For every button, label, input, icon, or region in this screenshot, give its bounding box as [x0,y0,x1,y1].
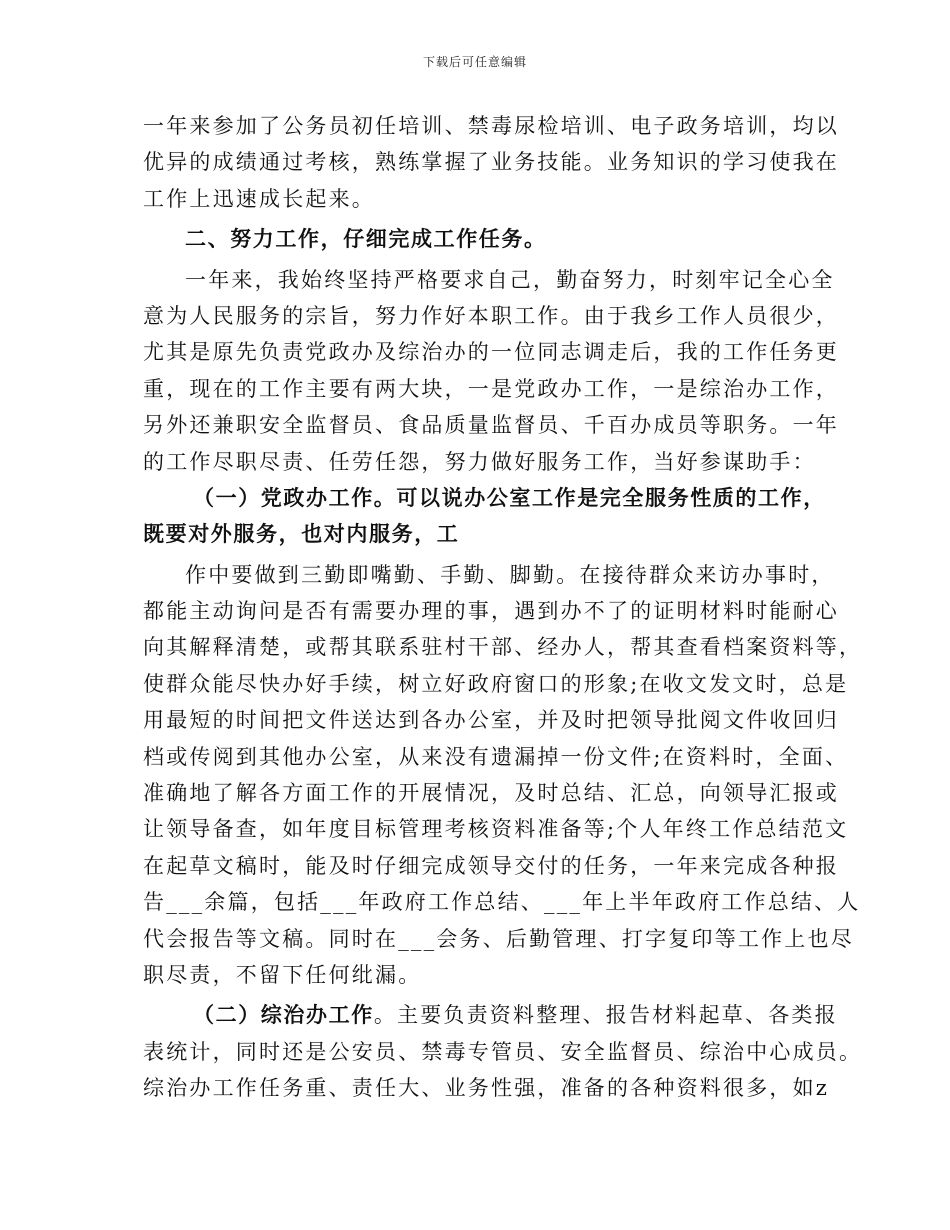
paragraph-line: 重，现在的工作主要有两大块，一是党政办工作，一是综治办工作， [143,376,839,401]
subsection-text: 。主要负责资料整理、报告材料起草、各类报 [373,1003,838,1028]
paragraph-line: 职尽责，不留下任何纰漏。 [143,962,422,987]
paragraph-line: 让领导备查，如年度目标管理考核资料准备等;个人年终工作总结范文 [143,817,849,842]
paragraph-line: 都能主动询问是否有需要办理的事，遇到办不了的证明材料时能耐心 [143,599,839,624]
paragraph-line: 向其解释清楚，或帮其联系驻村干部、经办人，帮其查看档案资料等， [143,635,863,660]
paragraph-line: 的工作尽职尽责、任劳任怨，努力做好服务工作，当好参谋助手： [143,449,816,474]
paragraph-line: 尤其是原先负责党政办及综治办的一位同志调走后，我的工作任务更 [143,340,839,365]
paragraph-line: 工作上迅速成长起来。 [143,186,375,211]
paragraph-line: 一年来参加了公务员初任培训、禁毒尿检培训、电子政务培训，均以 [143,114,839,138]
paragraph-line: 综治办工作任务重、责任大、业务性强，准备的各种资料很多，如z [143,1076,830,1101]
page-header: 下载后可任意编辑 [422,55,527,69]
paragraph-line: 用最短的时间把文件送达到各办公室，并及时把领导批阅文件收回归 [143,708,839,733]
section-heading: 二、努力工作，仔细完成工作任务。 [185,226,547,252]
subsection-label: （二）综治办工作 [193,1002,374,1028]
paragraph-line: 意为人民服务的宗旨，努力作好本职工作。由于我乡工作人员很少， [143,303,839,328]
paragraph-line: 准确地了解各方面工作的开展情况，及时总结、汇总，向领导汇报或 [143,781,839,806]
paragraph-line: 告___余篇，包括___年政府工作总结、___年上半年政府工作总结、人 [143,890,861,915]
paragraph-line: 一年来，我始终坚持严格要求自己，勤奋努力，时刻牢记全心全 [185,267,835,292]
subsection-heading: 既要对外服务，也对内服务，工 [143,521,460,547]
paragraph-line: 代会报告等文稿。同时在___会务、后勤管理、打字复印等工作上也尽 [143,926,854,951]
subsection-heading: （一）党政办工作。可以说办公室工作是完全服务性质的工作， [193,484,826,510]
paragraph-line: 另外还兼职安全监督员、食品质量监督员、千百办成员等职务。一年 [143,413,839,438]
paragraph-line: 作中要做到三勤即嘴勤、手勤、脚勤。在接待群众来访办事时， [185,562,835,587]
paragraph-line: 优异的成绩通过考核，熟练掌握了业务技能。业务知识的学习使我在 [143,150,839,175]
subsection-line [143,997,838,1033]
paragraph-line: 在起草文稿时，能及时仔细完成领导交付的任务，一年来完成各种报 [143,853,839,878]
document-body [143,108,863,1107]
paragraph-line: 表统计，同时还是公安员、禁毒专管员、安全监督员、综治中心成员。 [143,1039,863,1064]
paragraph-line: 档或传阅到其他办公室，从来没有遗漏掉一份文件;在资料时，全面、 [143,744,849,769]
paragraph-line: 使群众能尽快办好手续，树立好政府窗口的形象;在收文发文时，总是 [143,671,849,696]
